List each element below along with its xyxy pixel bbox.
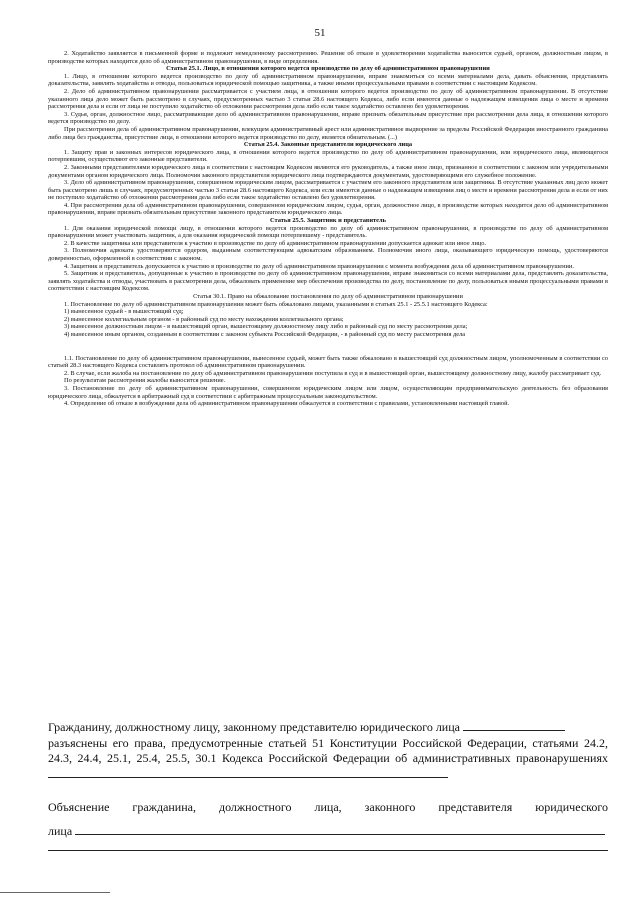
paragraph: 5. Защитник и представитель, допущенные к участию в производстве по делу об административном правонарушении, вправе знакомиться со всеми материалами дела, представлять доказательства, заявлять ходатайства и отводы, участвовать в рассмотрении дела, обжаловать применение мер обеспечения производства по делу, постановление по делу, пользоваться иными процессуальными правами в соответствии с настоящим Кодексом.: [48, 270, 608, 293]
signature-line[interactable]: [48, 767, 448, 778]
explanation-line[interactable]: [75, 824, 605, 835]
paragraph: 2. В случае, если жалоба на постановление по делу об административном правонарушении поступила в суд и в вышестоящий орган, вышестоящему должностному лицу, жалобу рассматривает суд.: [64, 369, 602, 377]
paragraph: 1.1. Постановление по делу об административном правонарушении, вынесенное судьей, может быть также обжаловано в вышестоящий суд должностным лицом, уполномоченным в соответствии со статьей 28.3 настоящего Кодекса составлять протокол об административном правонарушении.: [48, 354, 608, 370]
paragraph: 1) вынесенное судьей - в вышестоящий суд;: [64, 308, 184, 316]
paragraph: 3. Полномочия адвоката удостоверяются ордером, выданным соответствующим адвокатским образованием. Полномочия иного лица, оказывающего юридическую помощь, удостоверяются доверенностью, оформленной в соответствии с законом.: [48, 247, 608, 263]
explanation-label-2-text: лица: [48, 824, 73, 838]
paragraph: 2. Дело об административном правонарушении рассматривается с участием лица, в отношении которого ведется производство по делу об административном правонарушении. В отсутствие указанного лица дело может быть рассмотрено в случаях, предусмотренных частью 3 статьи 28.6 настоящего Кодекса, либо если имеются данные о надлежащем извещении лица о месте и времени рассмотрения дела и если от лица не поступило ходатайство об отложении рассмотрения дела либо если такое ходатайство оставлено без удовлетворения.: [48, 87, 608, 111]
paragraph: 2. В качестве защитника или представителя к участию в производстве по делу об административном правонарушении допускается адвокат или иное лицо.: [64, 239, 487, 247]
paragraph: 3) вынесенное должностным лицом - в вышестоящий орган, вышестоящему должностному лицу либо в районный суд по месту рассмотрения дела;: [64, 323, 468, 331]
explanation-line[interactable]: [48, 850, 608, 851]
paragraph: 1. Лицо, в отношении которого ведется производство по делу об административном правонарушении, вправе знакомиться со всеми материалами дела, давать объяснения, представлять доказательства, заявлять ходатайства и отводы, пользоваться юридической помощью защитника, а также иными процессуальными правами в соответствии с настоящим Кодексом.: [48, 72, 608, 88]
article-heading: Статья 25.1. Лицо, в отношении которого ведется производство по делу об административном правонарушении: [166, 65, 490, 73]
paragraph: 3. Судья, орган, должностное лицо, рассматривающие дело об административном правонарушении, вправе признать обязательным присутствие при рассмотрении дела лица, в отношении которого ведется производство по делу.: [48, 110, 608, 126]
article-heading: Статья 30.1. Право на обжалование постановления по делу об административном правонарушении: [193, 293, 463, 300]
article-heading: Статья 25.4. Законные представители юридического лица: [243, 141, 413, 149]
explanation-label-2: [48, 824, 608, 840]
paragraph: При рассмотрении дела об административном правонарушении, влекущем административный арест или административное выдворение за пределы Российской Федерации иностранного гражданина либо лица без гражданства, присутствие лица, в отношении которого ведется производство по делу, является обязательным. (...): [48, 125, 608, 141]
paragraph: По результатам рассмотрения жалобы выносится решение.: [64, 377, 226, 385]
paragraph: 4. Защитник и представитель допускаются к участию в производстве по делу об административном правонарушении с момента возбуждения дела об административном правонарушении.: [64, 262, 574, 270]
paragraph: 3. Дело об административном правонарушении, совершенном юридическим лицом, рассматривается с участием его законного представителя или защитника. В отсутствие указанных лиц дело может быть рассмотрено лишь в случаях, предусмотренных частью 3 статьи 28.6 настоящего Кодекса, или если имеются данные о надлежащем извещении лиц о месте и времени рассмотрения дела и если от них не поступило ходатайство об отложении рассмотрения дела либо если такое ходатайство оставлено без удовлетворения.: [48, 179, 608, 202]
paragraph: 4) вынесенное иным органом, созданным в соответствии с законом субъекта Российской Федерации, - в районный суд по месту рассмотрения дела: [64, 330, 466, 338]
paragraph: 1. Защиту прав и законных интересов юридического лица, в отношении которого ведется производство по делу об административном правонарушении, или юридического лица, являющегося потерпевшим, осуществляют его законные представители.: [48, 148, 608, 164]
paragraph: 2. Законными представителями юридического лица в соответствии с настоящим Кодексом являются его руководитель, а также иное лицо, признанное в соответствии с законом или учредительными документами органом юридического лица. Полномочия законного представителя юридического лица подтверждаются документами, удостоверяющими его служебное положение.: [48, 163, 608, 179]
rights-statement-text-2: разъяснены его права, предусмотренные статьей 51 Конституции Российской Федерации, статьями 24.2, 24.3, 24.4, 25.1, 25.4, 25.5, 30.1 Кодекса Российской Федерации об административных правонарушениях: [48, 735, 608, 765]
article-heading: Статья 25.5. Защитник и представитель: [270, 217, 386, 225]
footer-divider: [0, 892, 110, 893]
paragraph: 4. Определение об отказе в возбуждении дела об административном правонарушении обжалуется в соответствии с правилами, установленными настоящей главой.: [64, 400, 510, 408]
signature-line[interactable]: [463, 720, 565, 731]
paragraph: 3. Постановление по делу об административном правонарушении, совершенном юридическим лицом или лицом, осуществляющим предпринимательскую деятельность без образования юридического лица, обжалуется в арбитражный суд в соответствии с арбитражным процессуальным законодательством.: [48, 384, 608, 400]
rights-statement-text: Гражданину, должностному лицу, законному представителю юридического лица: [48, 720, 460, 734]
rights-statement: [48, 720, 608, 782]
explanation-label: Объяснение гражданина, должностного лица, законного представителя юридического: [48, 800, 608, 814]
page-number: 51: [314, 27, 326, 39]
paragraph: 1. Постановление по делу об административном правонарушении может быть обжаловано лицами, указанными в статьях 25.1 - 25.5.1 настоящего Кодекса:: [64, 300, 488, 308]
paragraph: 2. Ходатайство заявляется в письменной форме и подлежит немедленному рассмотрению. Решение об отказе в удовлетворении ходатайства выносится судьей, органом, должностным лицом, в производстве которых находится дело об административном правонарушении, в виде определения.: [48, 50, 608, 65]
legal-text-block: [48, 50, 608, 408]
paragraph: 4. При рассмотрении дела об административном правонарушении, совершенном юридическим лицом, судья, орган, должностное лицо, в производстве которых находится дело об административном правонарушении, вправе признать обязательным присутствие законного представителя юридического лица.: [48, 201, 608, 217]
paragraph: 2) вынесенное коллегиальным органом - в районный суд по месту нахождения коллегиального органа;: [64, 315, 344, 323]
paragraph: 1. Для оказания юридической помощи лицу, в отношении которого ведется производство по делу об административном правонарушении, в производстве по делу об административном правонарушении может участвовать защитник, а для оказания юридической помощи потерпевшему - представитель.: [48, 224, 608, 240]
